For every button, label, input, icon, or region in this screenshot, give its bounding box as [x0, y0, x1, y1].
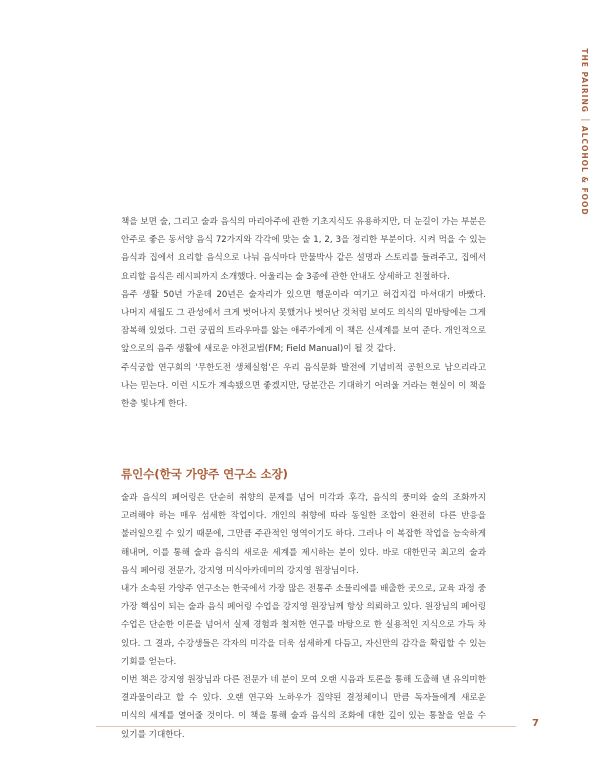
- paragraph: 주식궁합 연구회의 '무한도전 생체실험'은 우리 음식문화 발전에 기념비적 공헌으로 남으리라고 나는 믿는다. 이런 시도가 계속됐으면 좋겠지만, 당분간은 기대하기 어려울 거라는 현실이 이 책을 한층 빛나게 한다.: [121, 362, 486, 410]
- paragraph: 음주 생활 50년 가운데 20년은 술자리가 있으면 행운이라 여기고 허겁지겁 마셔대기 바빴다. 나머지 세월도 그 관성에서 크게 벗어나지 못했거나 벗어난 것처럼 보여도 의식의 밑바탕에는 그게 잠복해 있었다. 그런 궁핍의 트라우마를 앓는 애주가에게 이 책은 신세계를 보여 준다. 개인적으로 앞으로의 음주 생활에 새로운 야전교범(FM; Field Manual)이 될 것 같다.: [121, 289, 486, 355]
- paragraph: 이번 책은 강지영 원장님과 다른 전문가 네 분이 모여 오랜 시음과 토론을 통해 도출해 낸 유의미한 결과물이라고 할 수 있다. 오랜 연구와 노하우가 집약된 결정체이니 만큼 독자들에게 새로운 미식의 세계를 열어줄 것이다. 이 책을 통해 술과 음식의 조화에 대한 깊이 있는 통찰을 얻을 수 있기를 기대한다.: [121, 675, 486, 740]
- side-tab-label-category: ALCOHOL & FOOD: [580, 125, 589, 216]
- section-heading: 류인수(한국 가양주 연구소 소장): [121, 467, 288, 481]
- side-tab-divider: [581, 119, 590, 120]
- section-text-block: [121, 489, 486, 744]
- side-section-tab: [578, 48, 592, 216]
- intro-text-block: [121, 213, 486, 413]
- paragraph: 내가 소속된 가양주 연구소는 한국에서 가장 많은 전통주 소믈리에를 배출한 곳으로, 교육 과정 중 가장 핵심이 되는 술과 음식 페어링 수업을 강지영 원장님께 항상 의뢰하고 있다. 원장님의 페어링 수업은 단순한 이론을 넘어서 실제 경험과 철저한 연구를 바탕으로 한 실용적인 지식으로 가득 차 있다. 그 결과, 수강생들은 각자의 미각을 더욱 섬세하게 다듬고, 자신만의 감각을 확립할 수 있는 기회를 얻는다.: [121, 584, 486, 667]
- side-tab-label-pairing: THE PAIRING: [580, 48, 589, 113]
- paragraph: 술과 음식의 페어링은 단순히 취향의 문제를 넘어 미각과 후각, 음식의 풍미와 술의 조화까지 고려해야 하는 매우 섬세한 작업이다. 개인의 취향에 따라 동일한 조합이 완전히 다른 반응을 불러일으킬 수 있기 때문에, 그만큼 주관적인 영역이기도 하다. 그러나 이 복잡한 작업을 능숙하게 해내며, 이를 통해 술과 음식의 새로운 세계를 제시하는 분이 있다. 바로 대한민국 최고의 술과 음식 페어링 전문가, 강지영 미식아카데미의 강지영 원장님이다.: [121, 493, 486, 576]
- footer-rule: [96, 726, 516, 727]
- page-number: 7: [532, 718, 539, 729]
- paragraph: 책을 보면 술, 그리고 술과 음식의 마리아주에 관한 기초지식도 유용하지만, 더 눈길이 가는 부분은 안주로 좋은 동서양 음식 72가지와 각각에 맞는 술 1, 2, 3을 정리한 부분이다. 시켜 먹을 수 있는 음식과 집에서 요리할 음식으로 나눠 음식마다 만물박사 같은 설명과 스토리를 들려주고, 집에서 요리할 음식은 레시피까지 소개했다. 어울리는 술 3종에 관한 안내도 상세하고 친절하다.: [121, 217, 486, 282]
